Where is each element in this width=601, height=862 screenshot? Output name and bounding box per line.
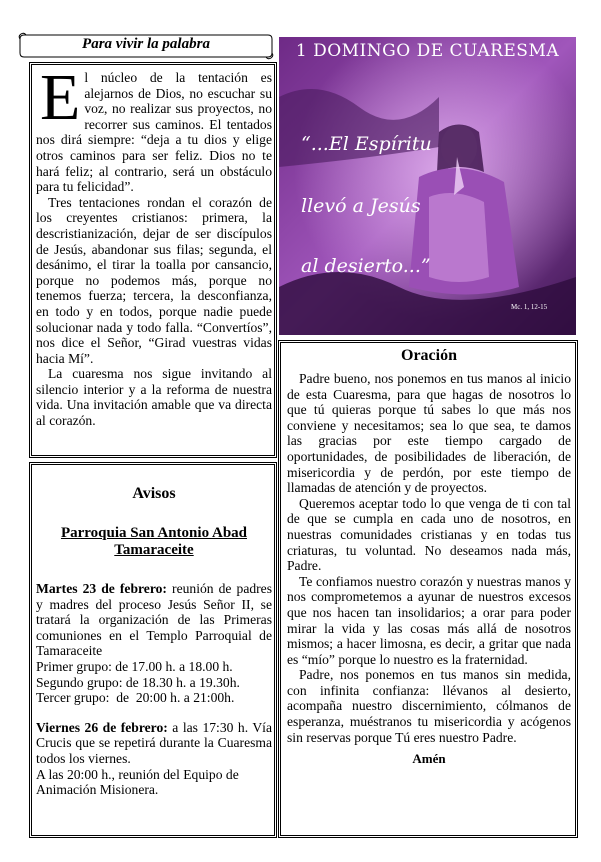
aviso-1-date: Martes 23 de febrero: <box>36 581 167 596</box>
intro-paragraph-2: Tres tentaciones rondan el corazón de los creyentes cristianos: primera, la descristianización, dejar de ser discípulos de Jesús, abandonar sus filas; segunda, el desánimo, el tirar la toalla por cansancio, porque no podemos más, porque no tenemos fuerza; tercera, la desconfianza, en todo y en todos, porque nadie puede solucionar nada y todo falla. “Convertíos”, nos dice el Señor, “Girad vuestras vidas hacia Mí”. <box>36 194 272 366</box>
group-2: Segundo grupo: de 18.30 h. a 19.30h. <box>36 674 240 690</box>
header-banner <box>18 30 274 62</box>
aviso-2 <box>36 720 272 767</box>
group-3: Tercer grupo: de 20:00 h. a 21:00h. <box>36 690 235 706</box>
oracion-box <box>280 342 576 836</box>
intro-box <box>31 61 275 456</box>
aviso-1 <box>36 581 272 659</box>
parish-name: Parroquia San Antonio Abad Tamaraceite <box>60 525 248 558</box>
hero-reference: Mc. 1, 12-15 <box>511 303 548 311</box>
group-1: Primer grupo: de 17.00 h. a 18.00 h. <box>36 658 233 674</box>
dropcap-letter: E <box>40 61 81 134</box>
hero-quote-line-3: al desierto...” <box>301 255 431 277</box>
aviso-2-date: Viernes 26 de febrero: <box>36 719 168 735</box>
avisos-title: Avisos <box>132 485 176 502</box>
oracion-title: Oración <box>401 347 457 364</box>
oracion-paragraph-4: Padre, nos ponemos en tus manos sin medida, con infinita confianza: llévanos al desierto, acompaña nuestro discernimiento, cólmanos de esperanza, muéstranos tu misericordia y acógenos sin reservas porque Tú eres nuestro Padre. <box>287 667 571 745</box>
aviso-1-text: reunión de padres y madres del proceso Jesús Señor II, se tratará la organización de las Primeras comuniones en el Templo Parroquial de Tamaraceite <box>36 581 273 659</box>
hero-image <box>279 37 576 335</box>
avisos-box <box>31 464 275 836</box>
oracion-paragraph-3: Te confiamos nuestro corazón y nuestras manos y nos comprometemos a ayunar de nuestros excesos que nos hacen tan insolidarios; a orar para poder mirar la vida y las cosas más allá de nosotros mismos; a hacer limosna, es decir, a gritar que nada es “mío” porque lo nuestro es la fraternidad. <box>287 573 571 667</box>
intro-paragraph-1: l núcleo de la tentación es alejarnos de Dios, no escuchar su voz, no realizar sus proyectos, no recorrer sus caminos. El tentados nos dirá siempre: “deja a tu dios y elige otros caminos para ser feliz. Dios no te hará feliz; al contrario, será un obstáculo para tu felicidad”. <box>36 70 272 195</box>
aviso-3: A las 20:00 h., reunión del Equipo de Animación Misionera. <box>36 766 239 798</box>
header-title: Para vivir la palabra <box>82 36 210 52</box>
hero-quote-line-2: llevó a Jesús <box>301 195 421 217</box>
praying-jesus-illustration <box>279 37 576 335</box>
hero-title: 1 DOMINGO DE CUARESMA <box>295 41 560 61</box>
amen-text: Amén <box>412 751 446 767</box>
aviso-2-text: a las 17:30 h. Vía Crucis que se repetirá durante la Cuaresma todos los viernes. <box>36 719 272 766</box>
oracion-paragraph-1: Padre bueno, nos ponemos en tus manos al inicio de esta Cuaresma, para que hagas de nosotros lo que tú quieras porque tú sabes lo que más nos conviene y necesitamos; sea lo que sea, te damos las gracias por este tiempo cargado de oportunidades, de posibilidades de liberación, de misericordia y de perdón, por este tiempo de llamadas de atención y de proyectos. <box>287 371 571 496</box>
hero-quote-line-1: “...El Espíritu <box>301 133 432 155</box>
oracion-paragraph-2: Queremos aceptar todo lo que venga de ti con tal de que se cumpla en cada uno de nosotros, en nuestras comunidades cristianas y en todas tus criaturas, tu voluntad. No deseamos nada más, Padre. <box>287 495 571 574</box>
intro-paragraph-3: La cuaresma nos sigue invitando al silencio interior y a la reforma de nuestra vida. Una invitación amable que va directa al corazón. <box>36 366 272 429</box>
